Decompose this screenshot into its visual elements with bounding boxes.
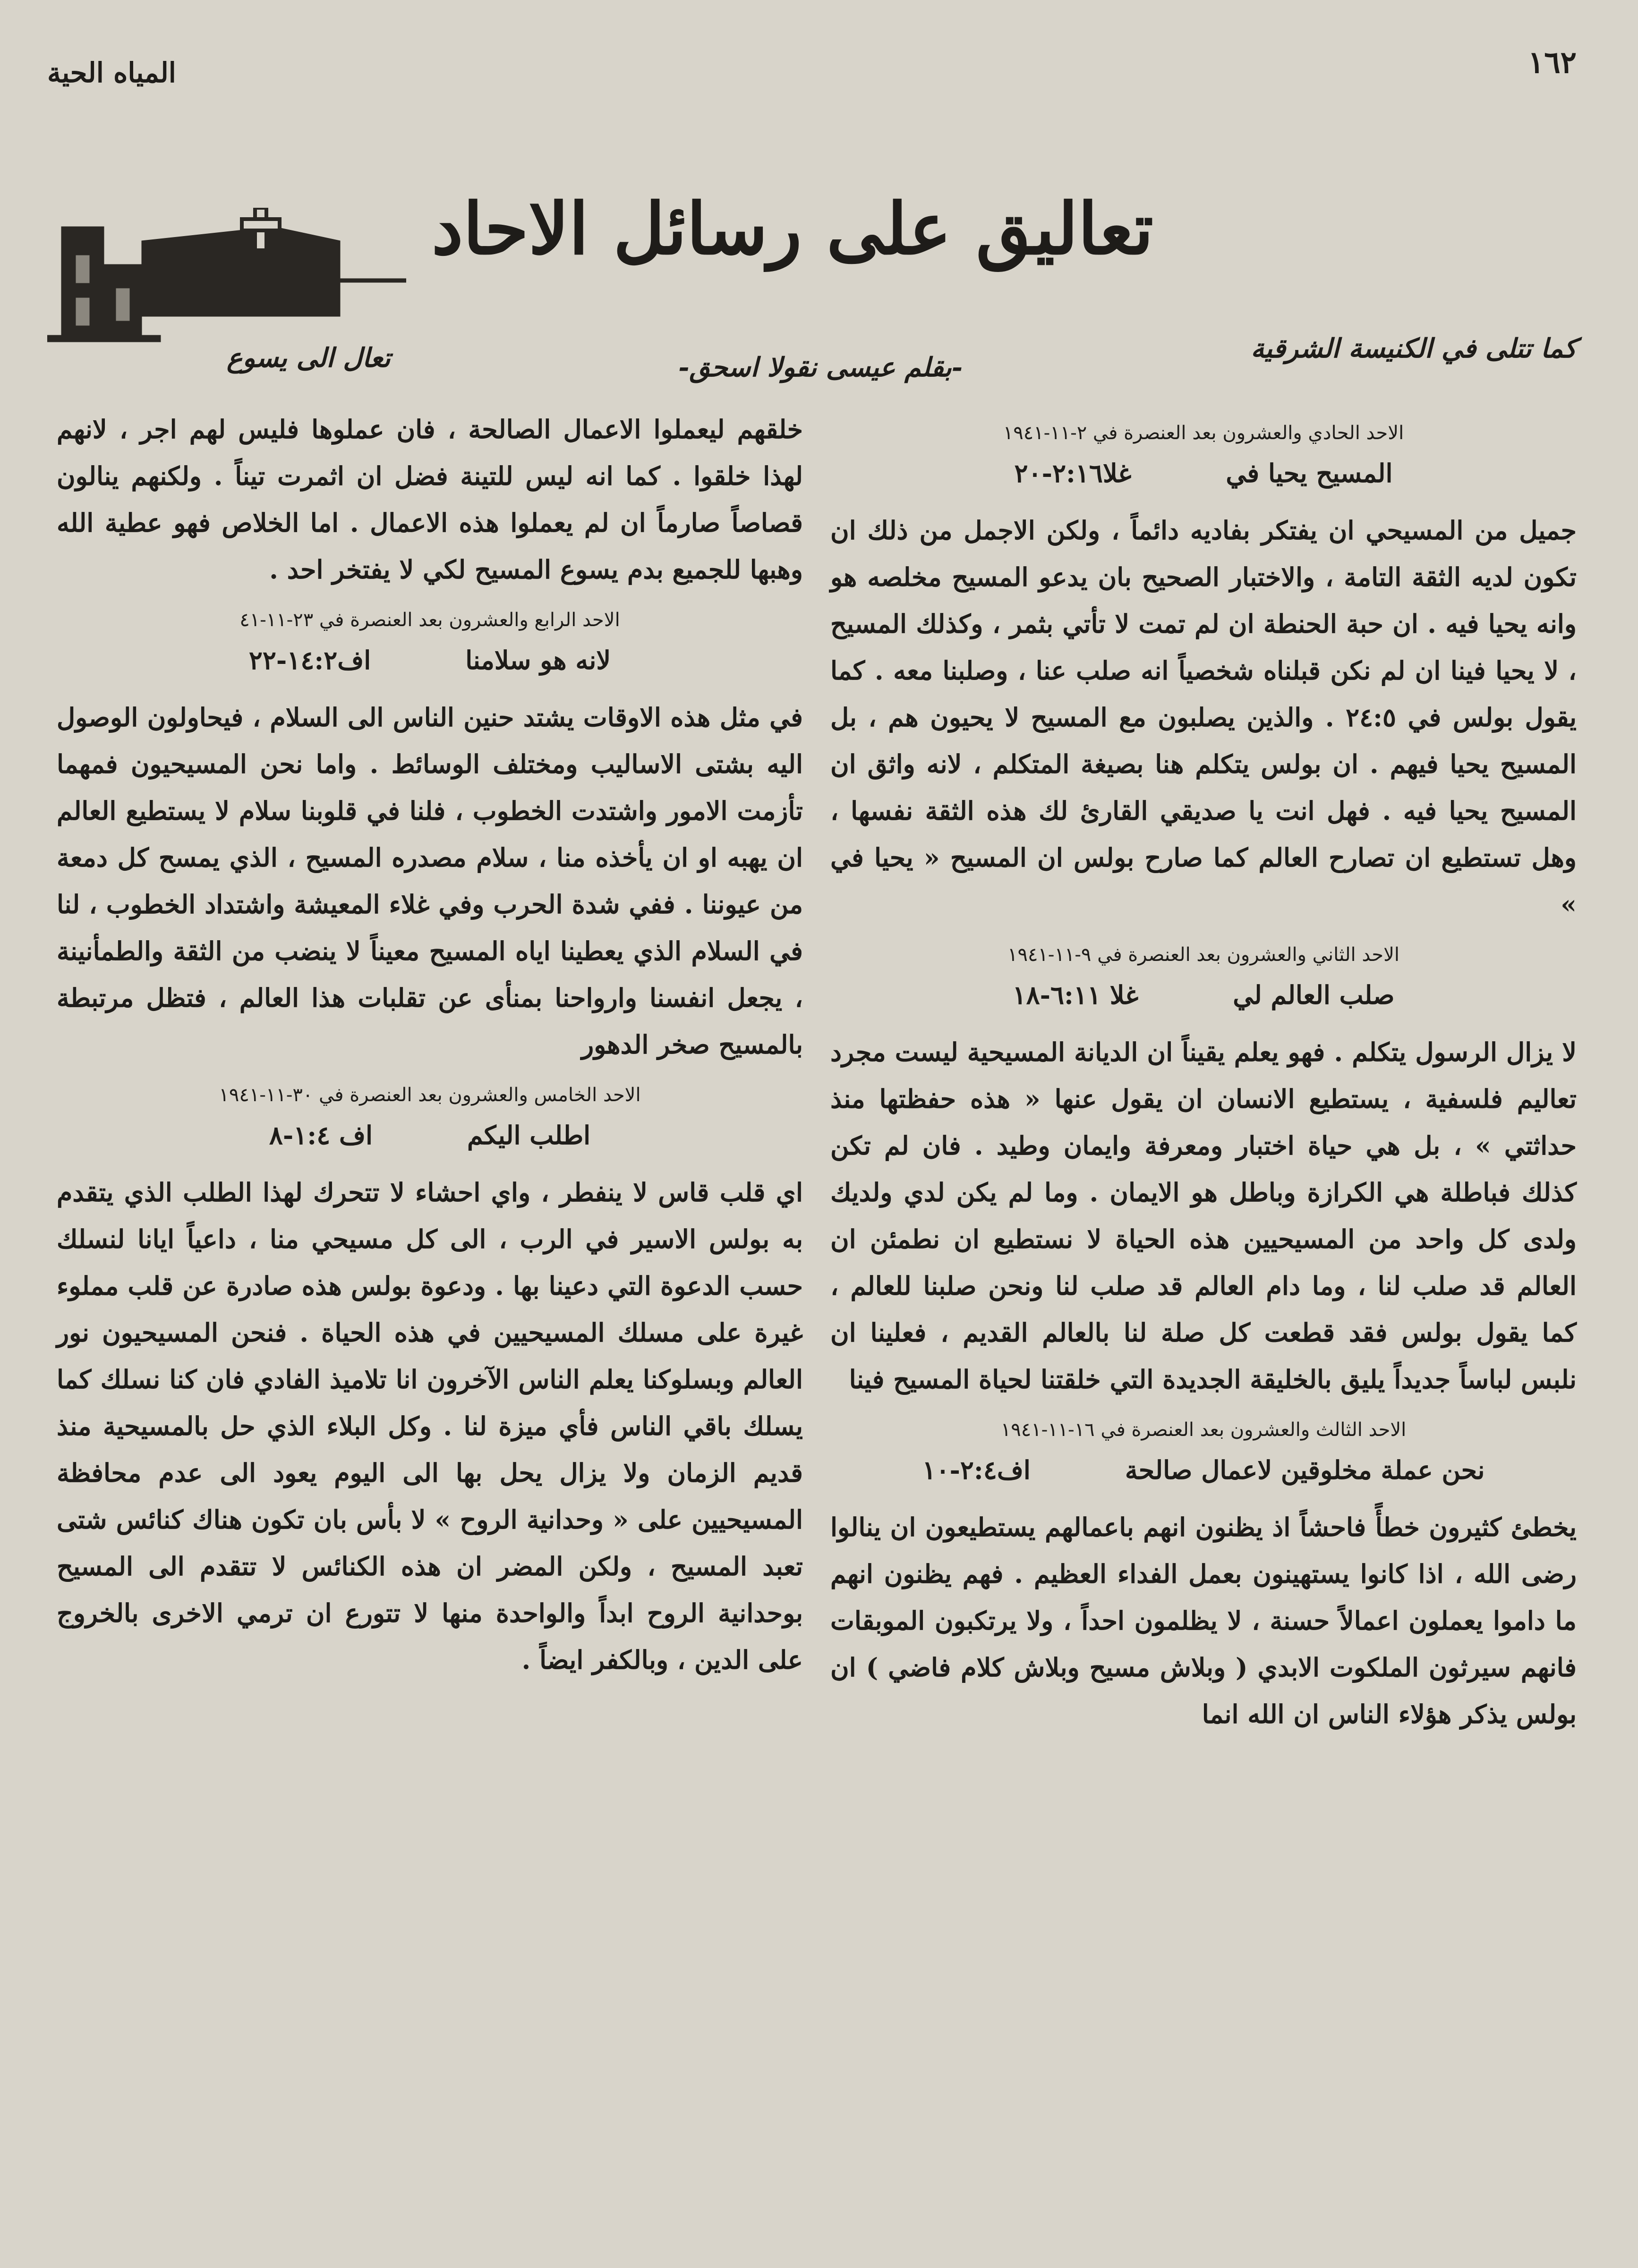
sunday-heading: الاحد الرابع والعشرون بعد العنصرة في ٢٣-١١-٤١ — [239, 609, 620, 631]
sunday-heading: الاحد الثاني والعشرون بعد العنصرة في ٩-١١-١٩٤١ — [1007, 944, 1400, 966]
church-cross-icon — [47, 208, 406, 349]
section-25 — [57, 1079, 803, 1683]
right-column — [830, 406, 1577, 1738]
reading-reference — [57, 1115, 803, 1155]
reading-reference — [830, 975, 1577, 1015]
reading-verse: غلا ٦:١١-١٨ — [1012, 980, 1139, 1010]
section-22 — [830, 938, 1577, 1403]
commentary-text: لا يزال الرسول يتكلم . فهو يعلم يقيناً ان الديانة المسيحية ليست مجرد تعاليم فلسفية ، يستطيع الانسان ان يقول عنها « هذه حفظتها منذ حداثتي » ، بل هي حياة اختبار ومعرفة وايمان وطيد . فان لم تكن كذلك فباطلة هي الكرازة وباطل هو الايمان . وما لم يكن لدي ولديك ولدى كل واحد من المسيحيين هذه الحياة لا نستطيع ان نطمئن ان العالم قد صلب لنا ، وما دام العالم قد صلب لنا ونحن صلبنا للعالم ، كما يقول بولس فقد قطعت كل صلة لنا بالعالم القديم ، فعلينا ان نلبس لباساً جديداً يليق بالخليقة الجديدة التي خلقتنا لحياة المسيح فينا — [830, 1037, 1577, 1394]
sunday-heading: الاحد الثالث والعشرون بعد العنصرة في ١٦-١١-١٩٤١ — [1000, 1419, 1407, 1441]
reading-verse: اف ١:٤-٨ — [269, 1120, 373, 1150]
reading-theme: اطلب اليكم — [467, 1120, 591, 1150]
magazine-name: المياه الحية — [47, 57, 176, 89]
subtitle-author: -بقلم عيسى نقولا اسحق- — [678, 352, 963, 383]
reading-verse: غلا٢:١٦-٢٠ — [1014, 458, 1132, 488]
reading-reference — [830, 453, 1577, 493]
commentary-text: في مثل هذه الاوقات يشتد حنين الناس الى السلام ، فيحاولون الوصول اليه بشتى الاساليب ومختلف الوسائط . واما نحن المسيحيون فمهما تأزمت الامور واشتدت الخطوب ، فلنا في قلوبنا سلام لا يستطيع العالم ان يهبه او ان يأخذه منا ، سلام مصدره المسيح ، الذي يمسح كل دمعة من عيوننا . ففي شدة الحرب وفي غلاء المعيشة واشتداد الخطوب ، لنا في السلام الذي يعطينا اياه المسيح معيناً لا ينضب من الثقة والطمأنينة ، يجعل انفسنا وارواحنا بمنأى عن تقلبات هذا العالم ، فتظل مرتبطة بالمسيح صخر الدهور — [57, 702, 803, 1060]
article-title: تعاليق على رسائل الاحاد — [431, 187, 1154, 271]
reading-reference — [830, 1450, 1577, 1490]
subtitle-motto: تعال الى يسوع — [227, 342, 391, 374]
reading-verse: اف٢:٤-١٠ — [922, 1455, 1031, 1485]
subtitle-church: كما تتلى في الكنيسة الشرقية — [1251, 333, 1577, 364]
commentary-text: اي قلب قاس لا ينفطر ، واي احشاء لا تتحرك لهذا الطلب الذي يتقدم به بولس الاسير في الرب ، الى كل مسيحي منا ، داعياً ايانا لنسلك حسب الدعوة التي دعينا بها . ودعوة بولس هذه صادرة عن قلب مملوء غيرة على مسلك المسيحيين في هذه الحياة . فنحن المسيحيون نور العالم وبسلوكنا يعلم الناس الآخرون انا تلاميذ الفادي فان كنا نسلك كما يسلك باقي الناس فأي ميزة لنا . وكل البلاء الذي حل بالمسيحية منذ قديم الزمان ولا يزال يحل بها الى اليوم يعود الى عدم محافظة المسيحيين على « وحدانية الروح » لا بأس بان تكون هناك كنائس شتى تعبد المسيح ، ولكن المضر ان هذه الكنائس لا تتقدم الى المسيح بوحدانية الروح ابداً والواحدة منها لا تتورع ان ترمي الاخرى بالخروج على الدين ، وبالكفر ايضاً . — [57, 1177, 803, 1675]
sunday-heading: الاحد الخامس والعشرون بعد العنصرة في ٣٠-١١-١٩٤١ — [219, 1084, 641, 1106]
page-number: ١٦٢ — [1527, 45, 1577, 80]
section-24 — [57, 603, 803, 1068]
section-21 — [830, 416, 1577, 928]
reading-verse: اف١٤:٢-٢٢ — [248, 645, 371, 675]
reading-reference — [57, 640, 803, 680]
left-column — [57, 406, 803, 1683]
section-23 — [830, 1413, 1577, 1738]
section-23-continued — [57, 406, 803, 593]
reading-theme: صلب العالم لي — [1233, 980, 1395, 1010]
sunday-heading: الاحد الحادي والعشرون بعد العنصرة في ٢-١١-١٩٤١ — [1003, 422, 1404, 444]
commentary-text: خلقهم ليعملوا الاعمال الصالحة ، فان عملوها فليس لهم اجر ، لانهم لهذا خلقوا . كما انه ليس للتينة فضل ان اثمرت تيناً . ولكنهم ينالون قصاصاً صارماً ان لم يعملوا هذه الاعمال . اما الخلاص فهو عطية الله وهبها للجميع بدم يسوع المسيح لكي لا يفتخر احد . — [57, 414, 803, 585]
commentary-text: يخطئ كثيرون خطأً فاحشاً اذ يظنون انهم باعمالهم يستطيعون ان ينالوا رضى الله ، اذا كانوا يستهينون بعمل الفداء العظيم . فهم يظنون انهم ما داموا يعملون اعمالاً حسنة ، لا يظلمون احداً ، ولا يرتكبون الموبقات فانهم سيرثون الملكوت الابدي ( وبلاش مسيح وبلاش كلام فاضي ) ان بولس يذكر هؤلاء الناس ان الله انما — [830, 1512, 1577, 1729]
reading-theme: نحن عملة مخلوقين لاعمال صالحة — [1125, 1455, 1485, 1485]
commentary-text: جميل من المسيحي ان يفتكر بفاديه دائماً ، ولكن الاجمل من ذلك ان تكون لديه الثقة التامة ، والاختبار الصحيح بان يدعو المسيح مخلصه هو وانه يحيا فيه . ان حبة الحنطة ان لم تمت لا تأتي بثمر ، وكذلك المسيح ، لا يحيا فينا ان لم نكن قبلناه شخصياً انه صلب عنا ، وصلبنا معه . كما يقول بولس في ٢٤:٥ . والذين يصلبون مع المسيح لا يحيون هم ، بل المسيح يحيا فيهم . ان بولس يتكلم هنا بصيغة المتكلم ، لانه واثق ان المسيح يحيا فيه . فهل انت يا صديقي القارئ لك هذه الثقة نفسها ، وهل تستطيع ان تصارح العالم كما صارح بولس ان المسيح « يحيا في » — [830, 515, 1577, 919]
reading-theme: المسيح يحيا في — [1226, 458, 1393, 488]
reading-theme: لانه هو سلامنا — [465, 645, 611, 675]
